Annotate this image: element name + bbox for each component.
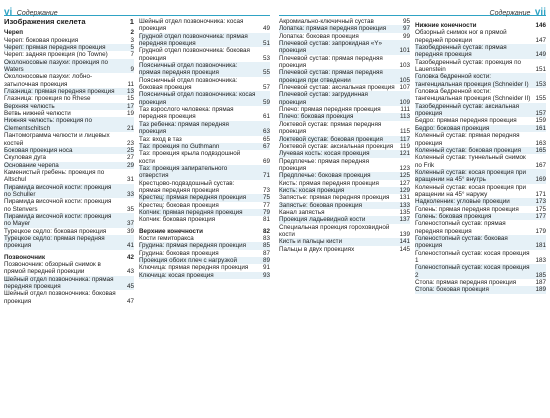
- toc-entry-page: 93: [262, 271, 270, 279]
- toc-entry[interactable]: [4, 198, 134, 213]
- toc-entry-text: Головка бедренной кости: тангенциальная проекция (Schneider II): [415, 88, 531, 103]
- toc-entry-page: 175: [535, 205, 546, 213]
- toc-entry-text: Основание черепа: [4, 161, 59, 169]
- toc-entry[interactable]: [4, 261, 134, 276]
- toc-entry[interactable]: [279, 18, 410, 25]
- toc-entry-page: 1: [129, 17, 134, 26]
- toc-entry-text: Пирамида височной кости: проекция по Stenvers: [4, 198, 112, 213]
- toc-column-3: [279, 18, 410, 253]
- toc-entry-page: 19: [126, 110, 134, 118]
- toc-entry-page: 153: [535, 80, 546, 88]
- toc-entry-text: Нижние конечности: [415, 22, 477, 29]
- toc-entry[interactable]: [415, 154, 546, 169]
- toc-entry-text: Таз ребенка: прямая передняя проекция: [139, 120, 229, 136]
- toc-entry-text: Коленный сустав: прямая передняя проекция: [415, 132, 520, 147]
- toc-entry-page: 137: [399, 216, 410, 224]
- toc-entry[interactable]: [4, 51, 134, 58]
- right-page-number: vii: [534, 7, 546, 18]
- toc-entry-page: 125: [399, 172, 410, 180]
- toc-entry[interactable]: [4, 59, 134, 74]
- toc-entry-page: 189: [535, 286, 546, 294]
- toc-entry-text: Верхняя челюсть: [4, 102, 55, 110]
- toc-entry-text: Плечевой сустав: загрудинная проекция: [279, 91, 368, 106]
- toc-entry-page: 83: [262, 234, 270, 242]
- toc-entry-page: 5: [130, 44, 134, 52]
- toc-entry-text: Таз взрослого человека: прямая передняя проекция: [139, 106, 234, 121]
- toc-entry-page: 185: [535, 271, 546, 279]
- toc-entry-text: Голеностопный сустав: прямая передняя проекция: [415, 220, 506, 235]
- toc-entry-text: Лучевая кость: косая проекция: [279, 150, 370, 158]
- toc-entry-page: 82: [262, 227, 270, 235]
- toc-section-heading[interactable]: [139, 228, 270, 235]
- toc-entry-page: 27: [126, 154, 134, 162]
- toc-entry-page: 181: [535, 242, 546, 250]
- toc-entry-text: Глазница: проекция по Rhese: [4, 95, 91, 103]
- toc-entry-page: 9: [130, 66, 134, 74]
- toc-entry-text: Позвоночник: обзорный снимок в прямой передней проекции: [4, 261, 101, 276]
- toc-entry-text: Изображения скелета: [4, 17, 86, 26]
- toc-entry-text: Грудина: боковая проекция: [139, 249, 219, 257]
- toc-entry-text: Запястье: боковая проекция: [279, 201, 363, 209]
- toc-entry-page: 111: [400, 106, 410, 114]
- toc-entry-text: Череп: прямая передняя проекция: [4, 44, 106, 52]
- toc-entry-page: 115: [399, 128, 410, 136]
- toc-entry[interactable]: [415, 250, 546, 265]
- toc-entry-page: 73: [262, 186, 270, 194]
- toc-entry-text: Плечевой сустав: запрокидная «Y» проекция: [279, 40, 382, 55]
- toc-entry-text: Локтевой сустав: аксиальная проекция: [279, 142, 394, 150]
- toc-entry-text: Шейный отдел позвоночника: прямая передняя проекция: [4, 275, 114, 291]
- toc-entry-page: 107: [399, 84, 410, 92]
- toc-title-entry[interactable]: [4, 18, 134, 25]
- toc-entry[interactable]: [139, 33, 270, 48]
- toc-entry-page: 61: [262, 113, 270, 121]
- toc-entry[interactable]: [279, 33, 410, 40]
- toc-entry-text: Каменистый гребень: проекция по Altschul: [4, 168, 105, 184]
- toc-entry[interactable]: [139, 180, 270, 195]
- toc-entry-page: 13: [126, 88, 134, 96]
- toc-entry[interactable]: [415, 286, 546, 293]
- toc-entry-text: Головка бедренной кости: тангенциальная проекция (Schneider I): [415, 73, 529, 88]
- toc-entry-text: Бедро: боковая проекция: [415, 124, 490, 132]
- right-page: [277, 0, 550, 418]
- toc-entry-page: 71: [262, 172, 270, 180]
- toc-entry-text: Череп: боковая проекция: [4, 36, 79, 44]
- toc-entry-page: 69: [262, 157, 270, 165]
- toc-entry[interactable]: [4, 37, 134, 44]
- toc-entry-text: Грудина: прямая передняя проекция: [139, 242, 247, 250]
- toc-entry-text: Боковая проекция носа: [4, 146, 73, 154]
- toc-entry-page: 127: [399, 179, 410, 187]
- toc-entry-text: Поясничный отдел позвоночника: косая проекция: [139, 91, 256, 106]
- toc-entry-text: Турецкое седло: прямая передняя проекция: [4, 234, 105, 250]
- toc-entry[interactable]: [139, 216, 270, 223]
- toc-entry-text: Копчик: боковая проекция: [139, 216, 216, 224]
- toc-entry-text: Шейный отдел позвоночника: косая проекция: [139, 18, 244, 33]
- toc-entry[interactable]: [4, 184, 134, 199]
- toc-entry-page: 109: [399, 98, 410, 106]
- toc-entry-text: Проекция ладьевидной кости: [279, 216, 366, 224]
- toc-entry[interactable]: [279, 55, 410, 70]
- toc-entry[interactable]: [139, 272, 270, 279]
- toc-entry-text: Грудной отдел позвоночника: боковая проекция: [139, 47, 250, 62]
- toc-entry-page: 117: [399, 135, 410, 143]
- toc-entry-page: 51: [262, 40, 270, 48]
- toc-column-1: [4, 18, 134, 305]
- toc-entry-page: 15: [126, 95, 134, 103]
- toc-entry-page: 135: [399, 208, 410, 216]
- toc-entry-text: Крестец: боковая проекция: [139, 201, 219, 209]
- toc-entry-page: 149: [535, 51, 546, 59]
- toc-entry-text: Стопа: боковая проекция: [415, 286, 489, 294]
- toc-entry-page: 75: [262, 194, 270, 202]
- toc-entry[interactable]: [4, 228, 134, 235]
- toc-entry[interactable]: [415, 206, 546, 213]
- toc-entry-text: Плечевой сустав: прямая передняя проекция при отведении: [279, 69, 383, 84]
- toc-entry-page: 105: [399, 76, 410, 84]
- toc-entry-text: Пальцы в двух проекциях: [279, 245, 355, 253]
- toc-entry-page: 79: [262, 208, 270, 216]
- toc-entry-page: 161: [535, 124, 546, 132]
- toc-entry[interactable]: [279, 143, 410, 150]
- toc-entry-page: 87: [262, 249, 270, 257]
- toc-entry[interactable]: [279, 40, 410, 55]
- toc-entry-page: 49: [262, 25, 270, 33]
- toc-entry-text: Пирамида височной кости: проекция по Mayer: [4, 212, 112, 228]
- toc-entry-text: Околоносовые пазухи: проекция по Waters: [4, 58, 108, 74]
- toc-entry-page: 145: [399, 245, 410, 253]
- toc-entry-page: 29: [126, 161, 134, 169]
- toc-entry-page: 45: [126, 283, 134, 291]
- toc-entry[interactable]: [4, 235, 134, 250]
- toc-entry-page: 59: [262, 98, 270, 106]
- toc-entry[interactable]: [139, 136, 270, 143]
- toc-entry[interactable]: [4, 162, 134, 169]
- toc-entry-page: 67: [262, 142, 270, 150]
- toc-entry-page: 155: [535, 95, 546, 103]
- toc-entry[interactable]: [139, 242, 270, 249]
- toc-entry[interactable]: [279, 121, 410, 136]
- toc-entry[interactable]: [139, 235, 270, 242]
- toc-entry[interactable]: [415, 264, 546, 279]
- toc-entry-page: 89: [262, 257, 270, 264]
- toc-entry[interactable]: [4, 154, 134, 161]
- toc-entry-text: Скуловая дуга: [4, 154, 47, 162]
- toc-entry-text: Локтевой сустав: боковая проекция: [279, 135, 383, 143]
- toc-entry-page: 31: [126, 176, 134, 184]
- toc-entry-text: Крестец: прямая передняя проекция: [139, 194, 247, 202]
- toc-entry-text: Лопатка: прямая передняя проекция: [279, 25, 387, 33]
- toc-entry-text: Кисть и пальцы кисти: [279, 238, 343, 246]
- toc-entry-text: Поясничный отдел позвоночника: прямая передняя проекция: [139, 62, 238, 77]
- toc-entry[interactable]: [139, 202, 270, 209]
- left-running-title: Содержание: [16, 10, 58, 17]
- toc-entry-text: Тазобедренный сустав: прямая передняя проекция: [415, 44, 507, 59]
- toc-entry-text: Специальная проекция гороховидной кости: [279, 223, 390, 238]
- toc-entry-page: 187: [535, 279, 546, 287]
- toc-entry-page: 11: [127, 80, 134, 88]
- toc-entry-text: Пантомограмма челюсти и лицевых костей: [4, 132, 110, 147]
- toc-entry-page: 177: [535, 212, 546, 220]
- toc-entry-text: Поясничный отдел позвоночника: боковая проекция: [139, 76, 238, 92]
- toc-entry-page: 99: [402, 32, 410, 40]
- toc-entry-page: 169: [535, 176, 546, 184]
- toc-entry[interactable]: [415, 132, 546, 147]
- toc-entry-text: Тазобедренный сустав: аксиальная проекция: [415, 102, 520, 118]
- toc-entry[interactable]: [139, 91, 270, 106]
- toc-entry-page: 55: [262, 69, 270, 77]
- toc-entry-page: 95: [402, 18, 410, 25]
- toc-entry[interactable]: [4, 169, 134, 184]
- toc-entry[interactable]: [4, 213, 134, 228]
- toc-entry[interactable]: [415, 44, 546, 59]
- toc-entry-page: 101: [399, 47, 410, 55]
- left-page-header: [4, 2, 270, 16]
- toc-entry[interactable]: [4, 290, 134, 305]
- toc-entry-page: 151: [535, 66, 546, 74]
- toc-entry-page: 97: [402, 25, 410, 33]
- toc-entry[interactable]: [279, 180, 410, 187]
- toc-entry-page: 25: [126, 146, 134, 154]
- toc-entry[interactable]: [279, 194, 410, 201]
- toc-entry[interactable]: [279, 91, 410, 106]
- toc-entry-text: Ветвь нижней челюсти: [4, 110, 71, 118]
- toc-entry-page: 113: [399, 113, 410, 121]
- toc-entry-page: 41: [126, 242, 134, 250]
- toc-entry[interactable]: [415, 235, 546, 250]
- toc-entry[interactable]: [139, 106, 270, 121]
- toc-entry-page: 147: [535, 36, 546, 44]
- toc-entry-page: 157: [535, 110, 546, 118]
- toc-entry-text: Коленный сустав: косая проекция при вращении на 45° наружу: [415, 183, 527, 198]
- toc-entry-text: Околоносовые пазухи: лобно-затылочная проекция: [4, 73, 93, 88]
- toc-entry[interactable]: [4, 132, 134, 147]
- toc-entry[interactable]: [415, 59, 546, 74]
- toc-entry-text: Грудной отдел позвоночника: прямая передняя проекция: [139, 32, 248, 48]
- toc-entry-text: Турецкое седло: боковая проекция: [4, 227, 107, 235]
- toc-section-heading[interactable]: [4, 254, 134, 261]
- toc-entry-text: Голень: прямая передняя проекция: [415, 205, 519, 213]
- toc-entry-page: 39: [126, 227, 134, 235]
- toc-entry-page: 47: [126, 297, 134, 305]
- toc-entry[interactable]: [415, 117, 546, 124]
- toc-entry-page: 35: [126, 205, 134, 213]
- toc-entry[interactable]: [4, 73, 134, 88]
- toc-entry-text: Глазница: прямая передняя проекция: [4, 88, 115, 96]
- toc-entry-page: 171: [535, 190, 546, 198]
- toc-entry-text: Коленный сустав: косая проекция при вращении на 45° внутрь: [415, 168, 527, 184]
- toc-entry-text: Кисть: прямая передняя проекция: [279, 179, 379, 187]
- toc-entry-page: 53: [262, 54, 270, 62]
- toc-entry-page: 17: [126, 102, 134, 110]
- toc-entry-page: 129: [399, 186, 410, 194]
- toc-entry[interactable]: [139, 257, 270, 264]
- toc-entry[interactable]: [4, 95, 134, 102]
- toc-entry-text: Крестцово-подвздошный сустав: прямая передняя проекция: [139, 179, 235, 194]
- toc-entry-text: Канал запястья: [279, 208, 325, 216]
- toc-entry-page: 173: [535, 198, 546, 206]
- toc-entry[interactable]: [4, 88, 134, 95]
- toc-entry-page: 21: [126, 124, 134, 132]
- toc-entry-page: 141: [399, 238, 410, 246]
- toc-entry[interactable]: [279, 246, 410, 253]
- toc-entry-text: Голеностопный сустав: боковая проекция: [415, 234, 508, 250]
- toc-entry-page: 131: [399, 194, 410, 202]
- toc-entry[interactable]: [139, 194, 270, 201]
- toc-entry[interactable]: [4, 117, 134, 132]
- toc-entry-text: Предплечье: прямая передняя проекция: [279, 157, 369, 172]
- toc-entry-text: Голеностопный сустав: косая проекция 1: [415, 249, 530, 264]
- toc-entry-page: 85: [262, 242, 270, 250]
- toc-entry[interactable]: [415, 103, 546, 118]
- toc-entry-page: 167: [535, 161, 546, 169]
- toc-entry-text: Кости гемиторакса: [139, 234, 194, 242]
- toc-entry-text: Плечевой сустав: прямая передняя проекция: [279, 54, 383, 70]
- toc-entry[interactable]: [139, 18, 270, 33]
- toc-entry-page: 7: [130, 51, 134, 59]
- toc-entry-text: Обзорный снимок ног в прямой передней проекции: [415, 29, 507, 44]
- toc-entry-page: 81: [262, 216, 270, 224]
- toc-entry-page: 33: [126, 190, 134, 198]
- toc-entry-text: Позвоночник: [4, 253, 46, 261]
- toc-entry-text: Предплечье: боковая проекция: [279, 172, 371, 180]
- toc-entry-text: Пирамида височной кости: проекция по Schuller: [4, 183, 112, 198]
- toc-entry-text: Бедро: прямая передняя проекция: [415, 117, 517, 125]
- toc-entry-text: Запястье: прямая передняя проекция: [279, 194, 390, 202]
- toc-entry[interactable]: [4, 44, 134, 51]
- right-running-title: Содержание: [489, 10, 531, 17]
- toc-entry-text: Плечевой сустав: аксиальная проекция: [279, 84, 395, 92]
- toc-entry-page: 123: [399, 164, 410, 172]
- toc-entry-text: Верхние конечности: [139, 227, 203, 235]
- toc-entry-page: 43: [126, 268, 134, 276]
- toc-entry[interactable]: [4, 147, 134, 154]
- toc-entry-page: 23: [126, 139, 134, 147]
- toc-entry-text: Череп: задняя проекция (по Towne): [4, 51, 108, 59]
- toc-entry-page: 133: [399, 201, 410, 209]
- toc-entry[interactable]: [139, 250, 270, 257]
- toc-entry[interactable]: [279, 224, 410, 239]
- toc-entry-text: Шейный отдел позвоночника: боковая проекция: [4, 290, 116, 305]
- toc-entry-page: 91: [262, 264, 270, 272]
- toc-entry-page: 139: [399, 230, 410, 238]
- toc-entry[interactable]: [415, 184, 546, 199]
- toc-entry[interactable]: [139, 47, 270, 62]
- toc-column-2: [139, 18, 270, 279]
- toc-column-4: [415, 18, 546, 294]
- toc-entry-page: 183: [535, 257, 546, 264]
- toc-entry-page: 42: [126, 253, 134, 261]
- toc-entry-text: Ключица: прямая передняя проекция: [139, 264, 249, 272]
- toc-entry[interactable]: [279, 25, 410, 32]
- toc-entry[interactable]: [139, 264, 270, 271]
- toc-entry-text: Надколенник: угловые проекции: [415, 198, 510, 206]
- toc-entry-page: 163: [535, 139, 546, 147]
- toc-entry-text: Коленный сустав: боковая проекция: [415, 146, 522, 154]
- toc-entry-text: Акромиально-ключичный сустав: [279, 18, 374, 25]
- toc-entry[interactable]: [415, 220, 546, 235]
- toc-section-heading[interactable]: [4, 29, 134, 36]
- toc-entry-page: 103: [399, 62, 410, 70]
- toc-entry[interactable]: [139, 165, 270, 180]
- toc-entry[interactable]: [4, 110, 134, 117]
- toc-entry[interactable]: [139, 77, 270, 92]
- toc-entry-page: 63: [262, 128, 270, 136]
- toc-entry-page: 37: [126, 220, 134, 228]
- toc-entry-text: Плечо: прямая передняя проекция: [279, 106, 381, 114]
- toc-entry-page: 57: [262, 84, 270, 92]
- toc-entry-text: Таз: проекция по Guthmann: [139, 142, 220, 150]
- toc-entry[interactable]: [279, 113, 410, 120]
- toc-entry[interactable]: [139, 121, 270, 136]
- toc-entry-page: 119: [399, 142, 410, 150]
- toc-entry-page: 146: [535, 22, 546, 29]
- toc-entry-page: 179: [535, 227, 546, 235]
- toc-entry-page: 165: [535, 146, 546, 154]
- toc-entry[interactable]: [279, 136, 410, 143]
- toc-entry-page: 121: [399, 150, 410, 158]
- toc-entry-page: 65: [262, 135, 270, 143]
- toc-entry-text: Таз: вход в таз: [139, 135, 182, 143]
- toc-entry[interactable]: [279, 187, 410, 194]
- left-page: [0, 0, 274, 418]
- toc-entry[interactable]: [415, 88, 546, 103]
- toc-entry-text: Череп: [4, 29, 24, 37]
- toc-entry[interactable]: [4, 276, 134, 291]
- toc-entry[interactable]: [415, 29, 546, 44]
- right-page-header: [279, 2, 546, 16]
- toc-entry-text: Кисть: косая проекция: [279, 186, 345, 194]
- toc-entry[interactable]: [415, 198, 546, 205]
- toc-entry[interactable]: [279, 172, 410, 179]
- toc-entry-text: Лопатка: боковая проекция: [279, 32, 359, 40]
- toc-entry-text: Коленный сустав: туннельный снимок по Frik: [415, 154, 526, 169]
- toc-entry[interactable]: [279, 216, 410, 223]
- toc-entry-text: Нижняя челюсть: проекция по Clementschitsch: [4, 117, 92, 132]
- toc-entry-text: Голеностопный сустав: косая проекция 2: [415, 264, 530, 279]
- toc-entry-text: Таз: проекция крыла подвздошной кости: [139, 150, 241, 165]
- toc-entry[interactable]: [279, 238, 410, 245]
- toc-entry[interactable]: [415, 73, 546, 88]
- toc-entry[interactable]: [139, 62, 270, 77]
- toc-entry-text: Проекция обоих плеч с нагрузкой: [139, 257, 237, 264]
- toc-entry-page: 3: [130, 36, 134, 44]
- toc-entry-page: 2: [130, 29, 134, 37]
- toc-entry-text: Таз: проекция запирательного отверстия: [139, 164, 228, 180]
- toc-entry-text: Стопа: прямая передняя проекция: [415, 279, 517, 287]
- toc-entry-text: Локтевой сустав: прямая передняя проекция: [279, 120, 382, 136]
- toc-entry-page: 159: [535, 117, 546, 125]
- toc-entry[interactable]: [279, 158, 410, 173]
- toc-entry-page: 77: [262, 201, 270, 209]
- left-page-number: vi: [4, 7, 13, 18]
- toc-entry-text: Плечо: боковая проекция: [279, 113, 354, 121]
- toc-entry[interactable]: [415, 169, 546, 184]
- toc-entry[interactable]: [279, 69, 410, 84]
- toc-entry-text: Ключица: косая проекция: [139, 271, 214, 279]
- toc-entry-text: Тазобедренный сустав: проекция по Lauenstein: [415, 58, 522, 74]
- toc-entry-text: Голень: боковая проекция: [415, 212, 492, 220]
- toc-entry[interactable]: [279, 150, 410, 157]
- toc-entry-text: Копчик: прямая передняя проекция: [139, 208, 243, 216]
- toc-entry[interactable]: [139, 150, 270, 165]
- toc-entry[interactable]: [279, 202, 410, 209]
